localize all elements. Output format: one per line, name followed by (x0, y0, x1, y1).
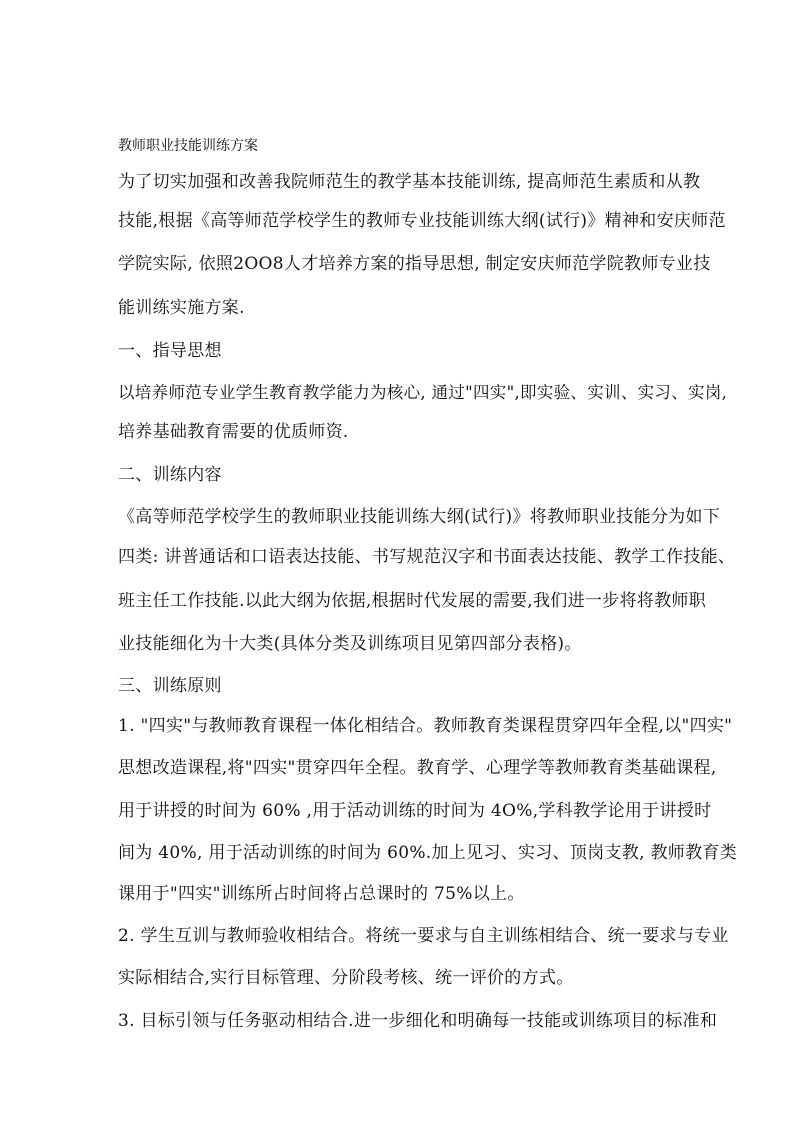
intro-line-2: 技能,根据《高等师范学校学生的教师专业技能训练大纲(试行)》精神和安庆师范 (118, 211, 726, 231)
section3-item1-line-4: 间为 40%, 用于活动训练的时间为 60%.加上见习、实习、顶岗支教, 教师教育类 (118, 843, 737, 863)
section2-line-2: 四类: 讲普通话和口语表达技能、书写规范汉字和书面表达技能、教学工作技能、 (118, 547, 736, 567)
section3-item2-line-1: 2. 学生互训与教师验收相结合。将统一要求与自主训练相结合、统一要求与专业 (118, 926, 729, 946)
section2-line-3: 班主任工作技能.以此大纲为依据,根据时代发展的需要,我们进一步将将教师职 (118, 591, 707, 611)
section3-heading: 三、训练原则 (118, 676, 222, 696)
section3-item1-line-2: 思想改造课程,将"四实"贯穿四年全程。教育学、心理学等教师教育类基础课程, (118, 758, 717, 778)
intro-line-4: 能训练实施方案. (118, 298, 245, 318)
section3-item1-line-3: 用于讲授的时间为 60% ,用于活动训练的时间为 4O%,学科教学论用于讲授时 (118, 801, 712, 821)
intro-line-1: 为了切实加强和改善我院师范生的教学基本技能训练, 提高师范生素质和从教 (118, 172, 701, 192)
section3-item1-line-5: 课用于"四实"训练所占时间将占总课时的 75%以上。 (118, 884, 525, 904)
section2-line-4: 业技能细化为十大类(具体分类及训练项目见第四部分表格)。 (118, 634, 582, 654)
section3-item1-line-1: 1. "四实"与教师教育课程一体化相结合。教师教育类课程贯穿四年全程,以"四实" (118, 716, 733, 736)
section1-line-2: 培养基础教育需要的优质师资. (118, 422, 349, 442)
section2-heading: 二、训练内容 (118, 465, 222, 485)
section3-item3-line-1: 3. 目标引领与任务驱动相结合.进一步细化和明确每一技能或训练项目的标准和 (118, 1011, 718, 1031)
section1-line-1: 以培养师范专业学生教育教学能力为核心, 通过"四实",即实验、实训、实习、实岗, (118, 383, 728, 402)
document-title: 教师职业技能训练方案 (118, 138, 258, 154)
section2-line-1: 《高等师范学校学生的教师职业技能训练大纲(试行)》将教师职业技能分为如下 (118, 507, 721, 527)
intro-line-3: 学院实际, 依照2OO8人才培养方案的指导思想, 制定安庆师范学院教师专业技 (118, 254, 711, 274)
section3-item2-line-2: 实际相结合,实行目标管理、分阶段考核、统一评价的方式。 (118, 968, 574, 988)
section1-heading: 一、指导思想 (118, 341, 222, 361)
